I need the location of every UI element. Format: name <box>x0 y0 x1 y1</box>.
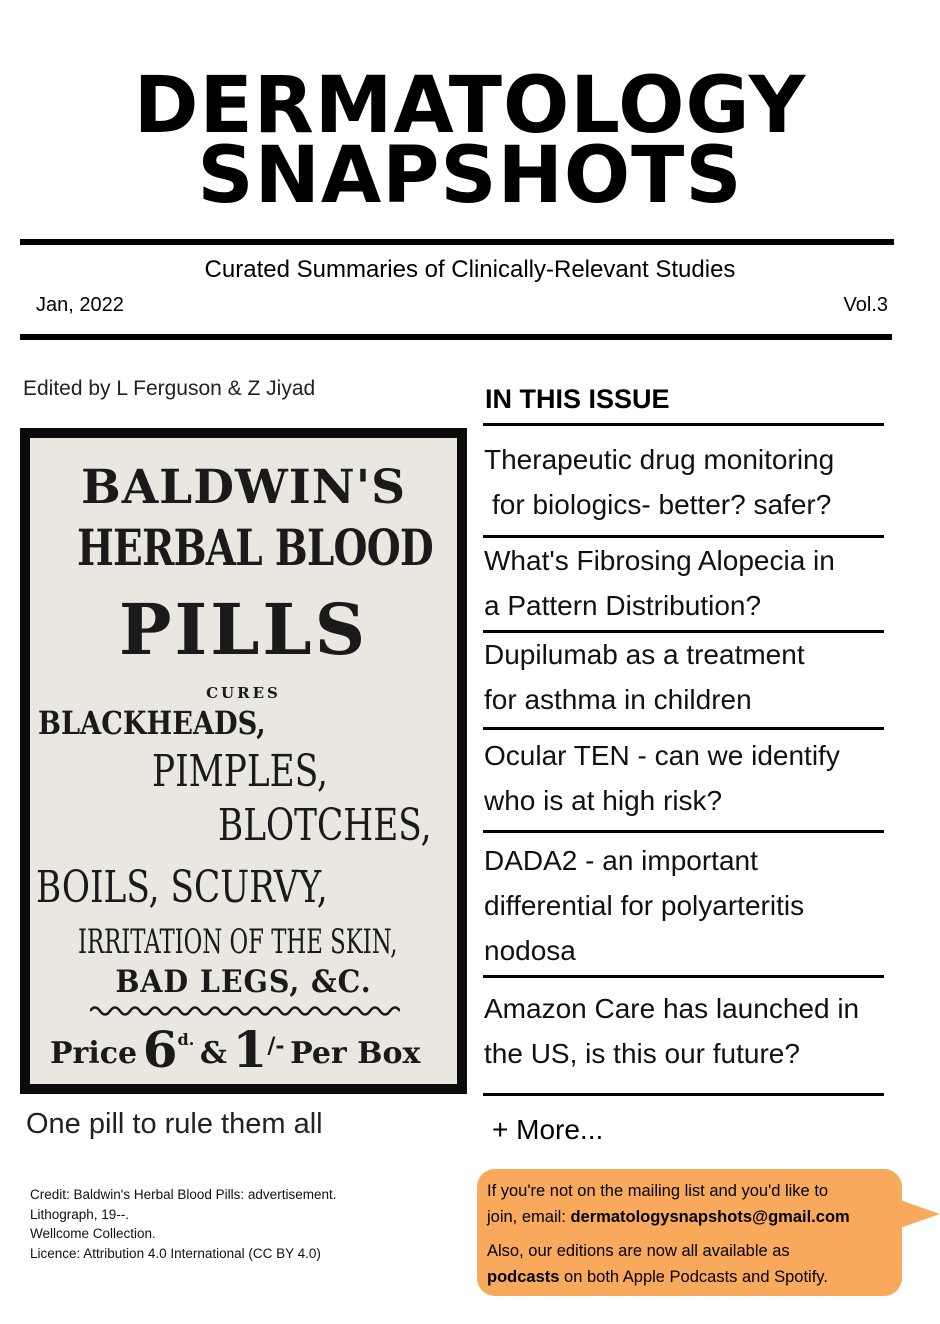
poster-line-boils: BOILS, SCURVY, <box>36 862 328 913</box>
poster-price-one: 1 <box>232 1020 268 1079</box>
masthead-top-rule <box>20 239 894 245</box>
poster-line-irritation: IRRITATION OF THE SKIN, <box>78 922 398 962</box>
poster-line-pimples: PIMPLES, <box>152 746 328 797</box>
callout-podcast-line <box>487 1264 828 1290</box>
poster-price-suffix: Per Box <box>290 1036 421 1071</box>
issue-item-line: DADA2 - an important <box>484 845 758 876</box>
poster-price-slash: /- <box>267 1033 285 1059</box>
issue-item-dada2[interactable] <box>484 838 904 973</box>
issue-date: Jan, 2022 <box>36 294 124 316</box>
issue-item-line: differential for polyarteritis <box>484 890 805 921</box>
poster-paper <box>30 438 457 1084</box>
issue-item-line: Dupilumab as a treatment <box>484 639 805 670</box>
issue-volume: Vol.3 <box>843 294 888 316</box>
issue-item-line: Ocular TEN - can we identify <box>484 740 840 771</box>
issue-item-dupilumab[interactable] <box>484 632 904 722</box>
poster-price-amp: & <box>199 1036 227 1071</box>
editors-credit: Edited by L Ferguson & Z Jiyad <box>23 377 316 400</box>
contact-email-link[interactable]: dermatologysnapshots@gmail.com <box>570 1208 850 1226</box>
poster-line-pills: PILLS <box>118 588 369 671</box>
poster-line-blackheads: BLACKHEADS, <box>38 704 266 742</box>
credit-line: Credit: Baldwin's Herbal Blood Pills: advertisement. <box>30 1187 337 1202</box>
masthead-title-line1: DERMATOLOGY <box>133 61 807 151</box>
callout-podcast-rest: on both Apple Podcasts and Spotify. <box>564 1268 828 1286</box>
poster-caption: One pill to rule them all <box>26 1108 323 1140</box>
callout-line: Also, our editions are now all available as <box>487 1242 790 1260</box>
issue-item-line: What's Fibrosing Alopecia in <box>484 545 835 576</box>
masthead-title-line2: SNAPSHOTS <box>197 131 743 221</box>
credit-line: Lithograph, 19--. <box>30 1206 130 1222</box>
poster-line-brand: BALDWIN'S <box>80 460 407 515</box>
issue-item-line: Therapeutic drug monitoring <box>484 444 835 475</box>
podcasts-highlight: podcasts <box>487 1268 560 1286</box>
callout-line: If you're not on the mailing list and you'd like to <box>487 1182 829 1200</box>
issue-item-tdm[interactable] <box>484 437 904 527</box>
issue-divider <box>483 423 884 426</box>
poster-price-line <box>50 1020 450 1080</box>
mailing-list-callout <box>477 1169 902 1296</box>
callout-email-line <box>487 1204 850 1230</box>
poster-line-herbal: HERBAL BLOOD <box>76 518 433 577</box>
callout-email-prefix: join, email: <box>487 1208 566 1226</box>
poster-line-blotches: BLOTCHES, <box>218 800 432 851</box>
callout-tail <box>900 1200 940 1228</box>
poster-line-cures: CURES <box>206 684 281 702</box>
issue-item-ocular-ten[interactable] <box>484 733 904 823</box>
issue-item-line: for asthma in children <box>484 684 752 715</box>
issue-item-line: Amazon Care has launched in <box>484 993 860 1024</box>
issue-item-amazon-care[interactable] <box>484 986 904 1076</box>
issue-divider <box>483 1093 884 1096</box>
issue-item-line: who is at high risk? <box>484 785 723 816</box>
issue-item-line: the US, is this our future? <box>484 1038 800 1069</box>
poster-wavy-divider <box>90 1004 400 1018</box>
issue-divider <box>483 975 884 978</box>
in-this-issue-heading: IN THIS ISSUE <box>485 384 670 414</box>
masthead-bottom-rule <box>20 334 892 340</box>
issue-item-line: nodosa <box>484 935 576 966</box>
image-credits <box>30 1185 336 1263</box>
issue-divider <box>483 727 884 730</box>
issue-item-line: for biologics- better? safer? <box>492 489 832 520</box>
credit-line: Licence: Attribution 4.0 International (CC BY 4.0) <box>30 1245 321 1261</box>
issue-divider <box>483 830 884 833</box>
poster-price-d: d. <box>177 1030 195 1049</box>
poster-image <box>20 428 467 1094</box>
credit-line: Wellcome Collection. <box>30 1226 156 1241</box>
issue-item-line: a Pattern Distribution? <box>484 590 762 621</box>
masthead-subtitle: Curated Summaries of Clinically-Relevant Studies <box>204 256 736 283</box>
issue-item-fapd[interactable] <box>484 538 904 628</box>
more-link[interactable]: + More... <box>492 1114 604 1145</box>
poster-line-badlegs: BAD LEGS, &C. <box>115 964 372 1000</box>
poster-price-six: 6 <box>142 1020 178 1079</box>
poster-price-prefix: Price <box>50 1036 138 1071</box>
